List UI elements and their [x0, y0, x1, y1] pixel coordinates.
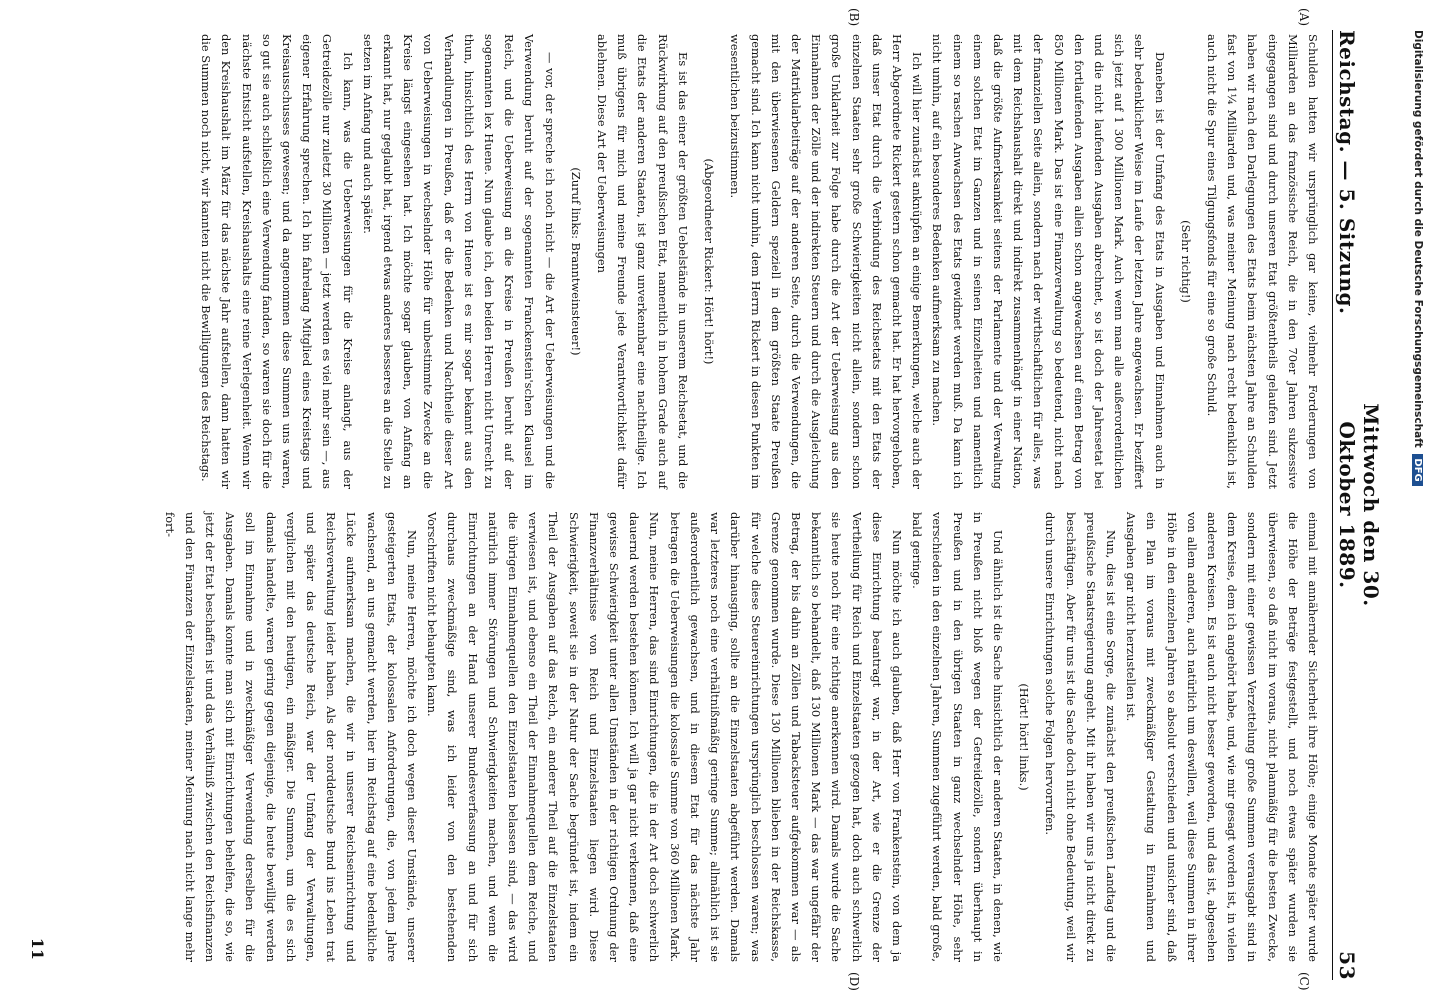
right-column-paragraph: Nun möchte ich auch glauben, daß Herr von Frankenstein, von dem ja diese Einrichtung beantragt war, in der Art, wie er die Grenze der Vertheilung für Reich und Einzelstaaten gezogen hat, doch auch schwerlich sie heute noch für eine richtige anerkennen wird. Damals wurde die Sache bekanntlich so behandelt, daß 130 Millionen Mark — das war ungefähr der Betrag, der bis dahin an Zöllen und Tabacksteuer aufgekommen war — als Grenze genommen wurde. Diese 130 Millionen blieben in der Reichskasse, für welche diese Steuereinrichtungen ursprünglich beschlossen waren; was darüber hinausging, sollte an die Einzelstaaten abgeführt werden. Damals war letzteres noch eine verhältnißmäßig geringe Summe; allmählich ist sie außerordentlich gewachsen, und in diesem Etat für das nächste Jahr betragen die Ueberweisungen die kolossale Summe von 360 Millionen Mark. Nun, meine Herren, das sind Einrichtungen, die in der Art doch schwerlich dauernd werden bestehen können. Ich will ja gar nicht verkennen, daß eine gewisse Schwierigkeit unter allen Umständen in der richtigen Ordnung der Finanzverhältnisse von Reich und Einzelstaaten liegen wird. Diese Schwierigkeit, soweit sie in der Natur der Sache begründet ist, indem ein Theil der Ausgaben auf das Reich, ein anderer Theil auf die Einzelstaaten verwiesen ist, und ebenso ein Theil der Einnahmequellen dem Reiche, und die übrigen Einnahmequellen den Einzelstaaten belassen sind, — das wird natürlich immer Störungen und Schwierigkeiten machen, und wenn die Einrichtungen an der Hand unserer Bundesverfassung an und für sich durchaus zweckmäßige sind, was ich leider von den bestehenden Vorschriften nicht behaupten kann.: [425, 512, 904, 962]
right-column-paragraph: einmal mit annähernder Sicherheit ihre Höhe; einige Monate später wurde die Höhe der Beträge festgestellt, und noch etwas später wurden sie überwiesen, so daß nicht im voraus, nicht planmäßig für die besten Zwecke, sondern mit einer gewissen Verzettelung große Summen verausgabt sind in dem Kreise, dem ich angehört habe, und, wie mir gesagt worden ist, in vielen anderen Kreisen. Es ist auch nicht besser geworden, und das ist, abgesehen von allem anderen, auch natürlich um deswillen, weil diese Summen in ihrer Höhe in den einzelnen Jahren so absolut verschieden und unsicher sind, daß ein Plan im voraus mit zweckmäßiger Gestaltung in Einnahmen und Ausgaben gar nicht herzustellen ist.: [1124, 512, 1320, 962]
credit-strip: [1402, 30, 1424, 990]
left-column-paragraph: (Abgeordneter Rickert: Hört! hört!): [702, 158, 717, 365]
page-header: [1332, 30, 1383, 980]
right-column-paragraph: (Hört! hört! links.): [1017, 683, 1032, 791]
margin-mark-a: (A): [1297, 8, 1311, 27]
margin-mark-c: (C): [1297, 972, 1311, 991]
left-column-paragraph: Es ist das einer der größten Uebelstände in unserem Reichsetat, und die Rückwirkung auf den preußischen Etat, namentlich in hohem Grade auch auf die Etats der anderen Staaten, ist ganz unverkennbar eine nachtheilige. Ich muß übrigens für mich und meine Freunde jede Verantwortlichkeit dafür ablehnen. Diese Art der Ueberweisungen: [595, 34, 690, 489]
right-column: [162, 512, 1323, 962]
margin-mark-b: (B): [847, 8, 861, 27]
page-number: 53: [1335, 951, 1359, 980]
right-column-paragraph: Und ähnlich ist die Sache hinsichtlich der anderen Staaten, in denen, wie in Preußen nicht bloß wegen der Getreidezölle, sondern überhaupt in Preußen und in den übrigen Staaten in ganz wechselnder Höhe, sehr verschieden in den einzelnen Jahren, Summen zugeführt werden, bald große, bald geringe.: [910, 512, 1005, 962]
header-date: Mittwoch den 30. Oktober 1889.: [1335, 403, 1383, 607]
right-column-paragraph: Nun, meine Herren, möchte ich doch wegen dieser Umstände, unserer gesteigerten Etats, der kolossalen Anforderungen, die, von jedem Jahre wachsend, an uns gemacht werden, hier im Reichstag auf eine bedenkliche Lücke aufmerksam machen, die wir in unserer Reichseinrichtung und Reichsverwaltung leider haben. Als der norddeutsche Bund ins Leben trat und später das deutsche Reich, war der Umfang der Verwaltungen, verglichen mit den heutigen, ein mäßiger. Die Summen, um die es sich damals handelte, waren gering gegen diejenige, die heute bewilligt werden soll im Einnahme und in zweckmäßiger Verwendung derselben für die Ausgaben. Damals konnte man sich mit Einrichtungen behelfen, die so, wie jetzt der Etat beschaffen ist und das Verhältniß zwischen den Reichsfinanzen und den Finanzen der Einzelstaaten, meiner Meinung nach nicht lange mehr fort-: [162, 512, 420, 962]
left-column-paragraph: (Zuruf links: Branntweinsteuer!): [568, 167, 583, 356]
signature-mark: 11: [28, 937, 47, 960]
header-session: Reichstag. — 5. Sitzung.: [1335, 30, 1359, 315]
left-column-paragraph: (Sehr richtig!): [1178, 220, 1193, 303]
rotated-page: [26, 0, 1383, 1000]
margin-mark-d: (D): [847, 972, 861, 991]
left-column: [199, 34, 1323, 489]
right-column-paragraph: Nun, dies ist eine Sorge, die zunächst den preußischen Landtag und die preußische Staatsregierung angeht. Mit ihr haben wir uns ja nicht direkt zu beschäftigen. Aber für uns ist die Sache doch nicht ohne Bedeutung, weil wir durch unsere Einrichtungen solche Folgen hervorrufen.: [1043, 512, 1118, 962]
left-column-paragraph: — vor, der spreche ich noch nicht — die Art der Ueberweisungen und die Verwendung beruht auf der sogenannten Franckenstein'schen Klausel im Reich, und die Ueberweisung an die Kreise in Preußen beruht auf der sogenannten lex Huene. Nun glaube ich, den beiden Herren nicht Unrecht zu thun, hinsichtlich des Herrn von Huene ist es mir sogar bekannt aus den Verhandlungen in Preußen, daß er die Bedenken und Nachtheile dieser Art von Ueberweisungen in wechselnder Höhe für unbestimmte Zwecke an die Kreise längst eingesehen hat. Ich möchte sogar glauben, von Anfang an erkannt hat, nur geglaubt hat, irgend etwas anderes besseres an die Stelle zu setzen im Anfang und auch später.: [360, 34, 557, 489]
left-column-paragraph: Ich will hier zunächst anknüpfen an einige Bemerkungen, welche auch der Herr Abgeordnete Rickert gestern schon gemacht hat. Er hat hervorgehoben, daß unser Etat durch die Verbindung des Reichsetats mit den Etats der einzelnen Staaten sehr große Schwierigkeiten nicht allein, sondern schon große Unklarheit zur Folge habe durch die Art der Ueberweisung aus den Einnahmen der Zölle und der indirekten Steuern und durch die Ausgleichung der Matrikularbeiträge auf der anderen Seite, durch die Verwendungen, die mit den überwiesenen Geldern speziell in dem größten Staate Preußen gemacht sind. Ich kann nicht umhin, dem Herrn Rickert in diesen Punkten im wesentlichen beizustimmen.: [728, 34, 925, 489]
left-column-paragraph: Daneben ist der Umfang des Etats in Ausgaben und Einnahmen auch in sehr bedenklicher Weise im Laufe der letzten Jahre angewachsen. Er beziffert sich jetzt auf 1 300 Millionen Mark. Auch wenn man alle außerordentlichen und die nicht laufenden Ausgaben abrechnet, so ist doch der Jahresetat bei den fortlaufenden Ausgaben allein schon angewachsen auf einen Betrag von 850 Millionen Mark. Das ist eine Finanzverwaltung so bedeutend, nicht nach der finanziellen Seite allein, sondern nach der wirthschaftlichen für alles, was mit dem Reichshaushalt direkt und indirekt zusammenhängt in einer Nation, daß die größte Aufmerksamkeit seitens der Parlamente und der Verwaltung einem solchen Etat im Ganzen und in seinen Einzelheiten und namentlich einem so raschen Anwachsen des Etats gewidmet werden muß. Da kann ich nicht umhin, auf ein besonderes Bedenken aufmerksam zu machen.: [930, 34, 1167, 489]
left-column-paragraph: Ich kann, was die Ueberweisungen für die Kreise anlangt, aus der Getreidezölle nur zuletzt 30 Millionen — jetzt werden es viel mehr sein —, aus eigener Erfahrung sprechen. Ich bin fahrelang Mitglied eines Kreistags und Kreisausschusses gewesen; und da angenommen diese Summen uns waren, so gut sie auch schließlich eine Verwendung fanden, so waren sie doch für die nächste Entsicht aufstellen, Kreishaushalts eine reine Verlegenheit. Wenn wir den Kreishaushalt im März für das nächste Jahr aufstellen, dann hatten wir die Summen noch nicht, wir kannten nicht die Bewilligungen des Reichstags.: [199, 34, 355, 489]
credit-text: Digitalisierung gefördert durch die Deutsche Forschungsgemeinschaft: [1412, 30, 1424, 448]
left-column-paragraph: Schulden hatten wir ursprünglich gar keine, vielmehr Forderungen von Milliarden an das französische Reich, die in den 70er Jahren sukzessive eingegangen sind und durch unseren Etat größtentheils gelaufen sind. Jetzt haben wir nach den Darlegungen des Etats beim nächsten Jahre an Schulden fast von 1¼ Milliarden und, was meiner Meinung nach recht bedenklich ist, auch nicht die Spur eines Tilgungsfonds für eine so große Schuld.: [1204, 34, 1320, 489]
dfg-logo: DFG: [1412, 454, 1423, 485]
